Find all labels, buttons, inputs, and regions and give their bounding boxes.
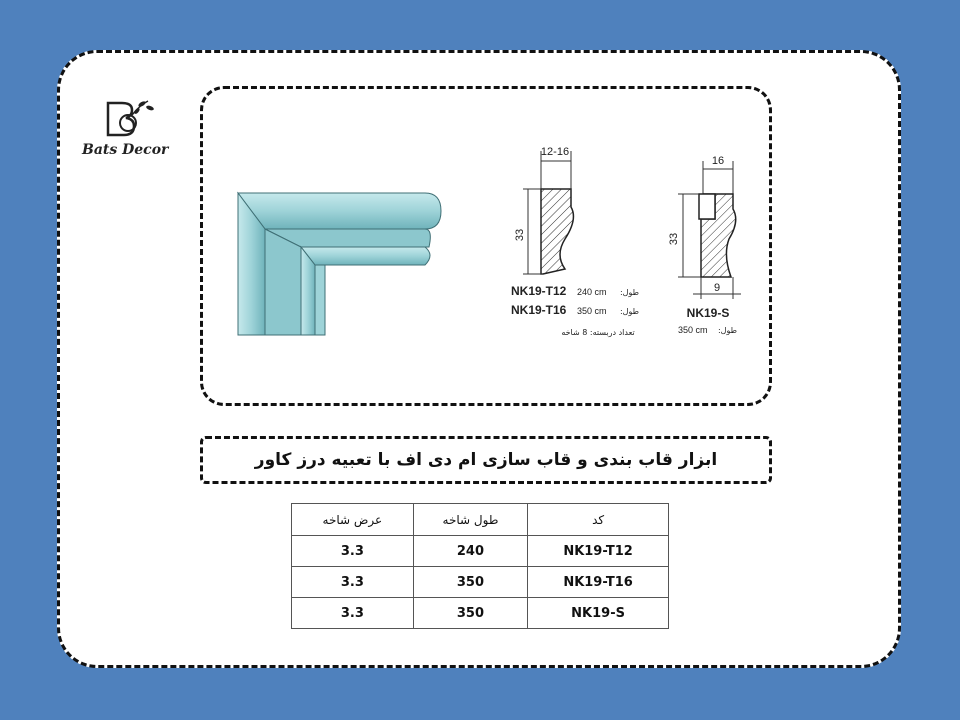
cell-length: 350 (413, 567, 527, 598)
t-height-dimension: 33 (514, 228, 526, 242)
cell-width: 3.3 (292, 536, 414, 567)
profile-drawing (203, 89, 769, 403)
t-profile-section (523, 151, 573, 274)
s-length-label: طول: (717, 326, 737, 335)
t12-code: NK19-T12 (511, 284, 567, 298)
s-code: NK19-S (686, 306, 730, 320)
molding-corner-illustration (238, 193, 441, 335)
cell-width: 3.3 (292, 598, 414, 629)
table-row (292, 536, 669, 567)
s-width-dimension: 16 (711, 155, 725, 167)
s-profile-section (678, 161, 741, 299)
t16-code: NK19-T16 (511, 303, 567, 317)
s-height-dimension: 33 (668, 232, 680, 246)
t12-length-label: طول: (619, 288, 639, 297)
header-code: کد (528, 504, 669, 536)
table-header-row (292, 504, 669, 536)
header-width: عرض شاخه (292, 504, 414, 536)
t-width-dimension: 12-16 (540, 146, 570, 158)
cell-code: NK19-T12 (528, 536, 669, 567)
cell-length: 240 (413, 536, 527, 567)
product-drawing-panel (200, 86, 772, 406)
s-inner-dimension: 9 (713, 282, 721, 294)
s-length: 350 cm (678, 325, 708, 335)
title-box (200, 436, 772, 484)
spec-table (291, 503, 669, 629)
t16-length: 350 cm (577, 306, 607, 316)
t12-length: 240 cm (577, 287, 607, 297)
cell-code: NK19-T16 (528, 567, 669, 598)
table-row (292, 598, 669, 629)
table-row (292, 567, 669, 598)
logo-text: Bats Decor (82, 142, 169, 158)
bundle-note: تعداد دربسته: 8 شاخه (561, 328, 635, 337)
cell-code: NK19-S (528, 598, 669, 629)
cell-width: 3.3 (292, 567, 414, 598)
page-title: ابزار قاب بندی و قاب سازی ام دی اف با تعبیه درز کاور (254, 450, 718, 470)
cell-length: 350 (413, 598, 527, 629)
header-length: طول شاخه (413, 504, 527, 536)
t16-length-label: طول: (619, 307, 639, 316)
